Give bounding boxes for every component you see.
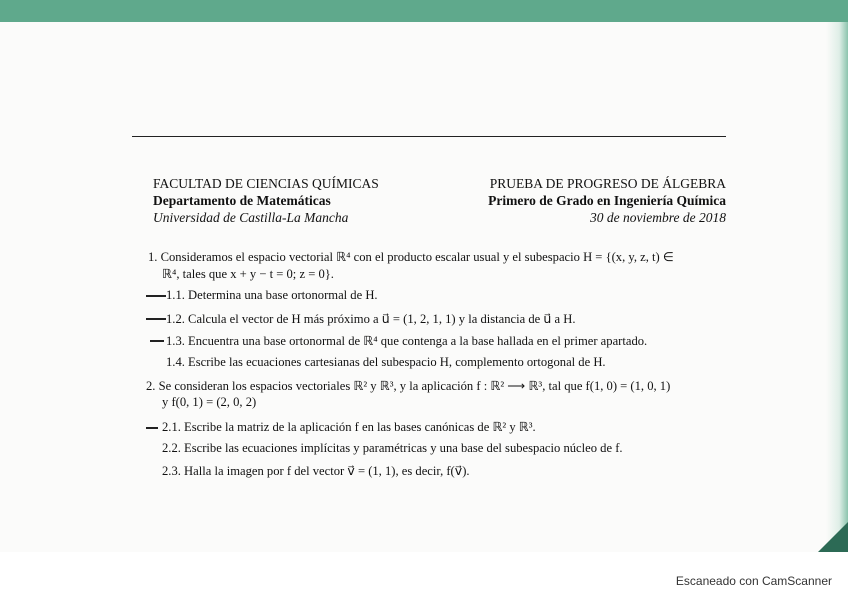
faculty-name: FACULTAD DE CIENCIAS QUÍMICAS (153, 176, 379, 191)
problem-1-2: 1.2. Calcula el vector de H más próximo a u⃗ = (1, 2, 1, 1) y la distancia de u⃗ a H. (166, 312, 576, 326)
scan-corner (818, 522, 848, 552)
problem-2-cont: y f(0, 1) = (2, 0, 2) (162, 395, 257, 409)
problem-2-1: 2.1. Escribe la matriz de la aplicación f en las bases canónicas de ℝ² y ℝ³. (162, 420, 536, 434)
header-rule (132, 136, 726, 137)
problem-1-3: 1.3. Encuentra una base ortonormal de ℝ⁴ que contenga a la base hallada en el primer apartado. (166, 334, 648, 348)
problem-2-3: 2.3. Halla la imagen por f del vector v⃗ = (1, 1), es decir, f(v⃗). (162, 464, 470, 478)
pen-mark (146, 427, 158, 429)
pen-mark (150, 340, 164, 342)
department-name: Departamento de Matemáticas (153, 193, 331, 208)
problem-1-4: 1.4. Escribe las ecuaciones cartesianas del subespacio H, complemento ortogonal de H. (166, 355, 606, 369)
scan-background-top (0, 0, 848, 22)
scanner-watermark: Escaneado con CamScanner (675, 574, 832, 588)
problem-1-1: 1.1. Determina una base ortonormal de H. (166, 288, 378, 302)
course-name: Primero de Grado en Ingeniería Química (488, 193, 726, 208)
exam-date: 30 de noviembre de 2018 (590, 210, 726, 225)
problem-1: 1. Consideramos el espacio vectorial ℝ⁴ con el producto escalar usual y el subespacio H = {(x, y, z, t) ∈ (148, 250, 674, 264)
problem-1-cont: ℝ⁴, tales que x + y − t = 0; z = 0}. (162, 267, 334, 281)
pen-mark (146, 295, 166, 297)
university-name: Universidad de Castilla-La Mancha (153, 210, 349, 225)
problem-2: 2. Se consideran los espacios vectoriales ℝ² y ℝ³, y la aplicación f : ℝ² ⟶ ℝ³, tal que f(1, 0) = (1, 0, 1) (146, 379, 671, 393)
pen-mark (146, 318, 166, 320)
scan-background-right (826, 22, 848, 552)
exam-title: PRUEBA DE PROGRESO DE ÁLGEBRA (489, 176, 726, 191)
problem-2-2: 2.2. Escribe las ecuaciones implícitas y paramétricas y una base del subespacio núcleo de f. (162, 441, 623, 455)
